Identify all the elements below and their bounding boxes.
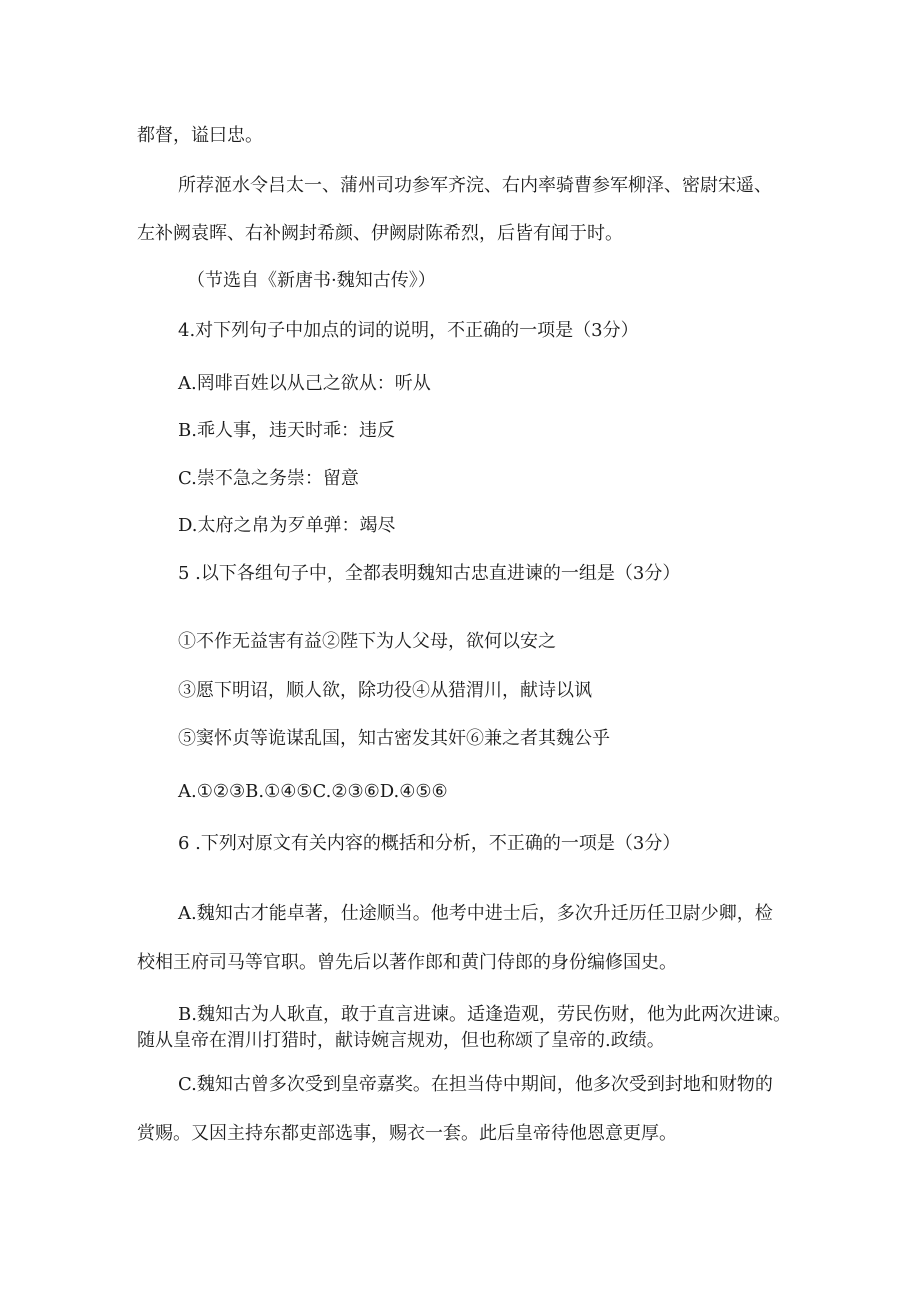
q6-option-b: 随从皇帝在渭川打猎时，献诗婉言规劝，但也称颂了皇帝的.政绩。 [137, 1030, 665, 1051]
q4-option-d: D.太府之帛为歹单弹：竭尽 [178, 515, 396, 536]
q4-option-a: A.罔啡百姓以从己之欲从：听从 [178, 373, 431, 394]
q6-option-b: B.魏知古为人耿直，敢于直言进谏。适逢造观，劳民伤财，他为此两次进谏。 [178, 1004, 791, 1025]
question-4-stem: 4.对下列句子中加点的词的说明，不正确的一项是（3分） [178, 320, 639, 341]
q6-option-c: 赏赐。又因主持东都吏部选事，赐衣一套。此后皇帝待他恩意更厚。 [137, 1123, 677, 1144]
q5-options: A.①②③B.①④⑤C.②③⑥D.④⑤⑥ [178, 781, 448, 802]
text-line: 都督，谥曰忠。 [137, 125, 263, 146]
question-5-stem: 5 .以下各组句子中，全都表明魏知古忠直进谏的一组是（3分） [178, 563, 681, 584]
q6-option-a: 校相王府司马等官职。曾先后以著作郎和黄门侍郎的身份编修国史。 [137, 952, 677, 973]
q4-option-b: B.乖人事，违天时乖：违反 [178, 420, 395, 441]
q6-option-c: C.魏知古曾多次受到皇帝嘉奖。在担当侍中期间，他多次受到封地和财物的 [178, 1074, 773, 1095]
q5-sentence-group: ①不作无益害有益②陛下为人父母，欲何以安之 [178, 631, 556, 652]
text-line: 所荐洍水令吕太一、蒲州司功参军齐浣、右内率骑曹参军柳泽、密尉宋遥、 [178, 175, 772, 196]
q6-option-a: A.魏知古才能卓著，仕途顺当。他考中进士后，多次升迁历任卫尉少卿，检 [178, 903, 773, 924]
q5-sentence-group: ⑤窦怀贞等诡谋乱国，知古密发其奸⑥兼之者其魏公乎 [178, 728, 610, 749]
source-citation: （节选自《新唐书·魏知古传》） [187, 270, 436, 291]
text-line: 左补阙袁晖、右补阙封希颜、伊阙尉陈希烈，后皆有闻于时。 [137, 223, 623, 244]
q4-option-c: C.崇不急之务崇：留意 [178, 468, 359, 489]
q5-sentence-group: ③愿下明诏，顺人欲，除功役④从猎渭川，献诗以讽 [178, 680, 592, 701]
question-6-stem: 6 .下列对原文有关内容的概括和分析，不正确的一项是（3分） [178, 833, 681, 854]
